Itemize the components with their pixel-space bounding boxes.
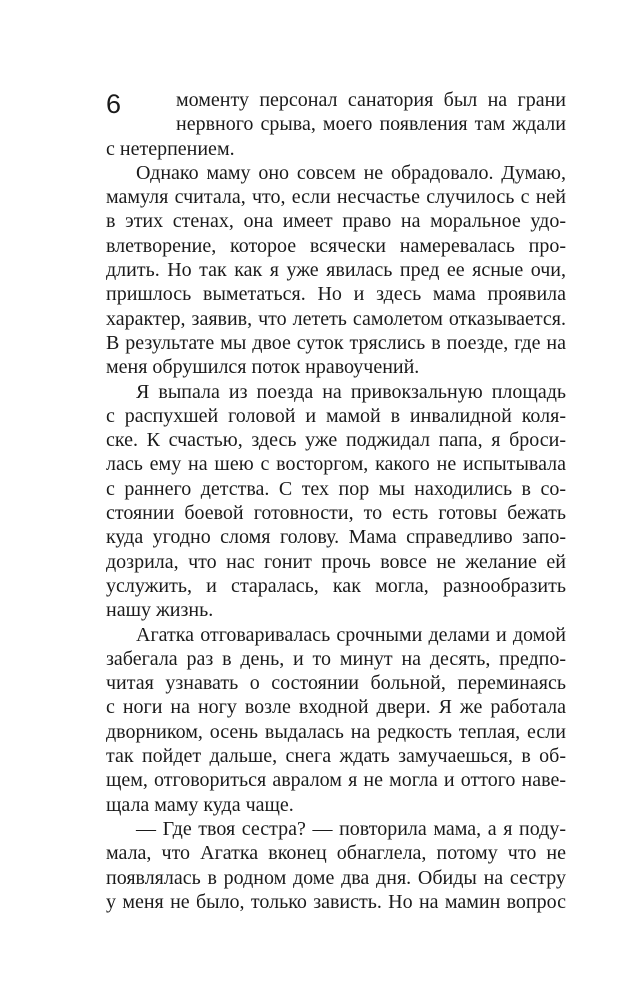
paragraph	[106, 380, 566, 623]
text-line: влетворение, которое всячески намеревалась про-	[106, 234, 566, 257]
text-line: с раннего детства. С тех пор мы находились в со-	[106, 477, 566, 500]
page-number: 6	[106, 89, 122, 119]
paragraph	[106, 623, 566, 817]
text-line: мамуля считала, что, если несчастье случилось с ней	[106, 186, 566, 209]
text-line: щем, отговориться авралом я не могла и оттого наве-	[106, 769, 566, 792]
text-line: с нетерпением.	[106, 137, 235, 160]
text-line: дворником, осень выдалась на редкость теплая, если	[106, 720, 566, 743]
text-line: моменту персонал санатория был на грани	[176, 89, 566, 111]
text-line: ске. К счастью, здесь уже поджидал папа, я броси-	[106, 429, 566, 452]
text-line: так пойдет дальше, снега ждать замучаешься, в об-	[106, 745, 566, 768]
text-line: стоянии боевой готовности, то есть готовы бежать	[106, 502, 566, 525]
text-line: с распухшей головой и мамой в инвалидной коля-	[106, 404, 566, 427]
text-line: длить. Но так как я уже явилась пред ее ясные очи,	[106, 259, 566, 282]
text-line: характер, заявив, что лететь самолетом отказывается.	[106, 307, 566, 330]
text-line: щала маму куда чаще.	[106, 793, 294, 816]
text-line: в этих стенах, она имеет право на моральное удо-	[106, 210, 566, 233]
text-line: у меня не было, только зависть. Но на мамин вопрос	[106, 890, 566, 913]
text-line: куда угодно сломя голову. Мама справедливо запо-	[106, 526, 566, 549]
text-line: Я выпала из поезда на привокзальную площадь	[136, 380, 566, 403]
body-text	[106, 88, 566, 914]
text-line: мала, что Агатка вконец обнаглела, потому что не	[106, 842, 566, 865]
text-line: В результате мы двое суток тряслись в поезде, где на	[106, 331, 566, 354]
text-line: услужить, и старалась, как могла, разнообразить	[106, 574, 566, 597]
text-line: забегала раз в день, и то минут на десять, предпо-	[106, 647, 566, 670]
text-line: меня обрушился поток нравоучений.	[106, 356, 420, 379]
text-line: дозрила, что нас гонит прочь вовсе не желание ей	[106, 550, 566, 573]
text-line: Однако маму оно совсем не обрадовало. Думаю,	[136, 161, 566, 184]
paragraph	[106, 817, 566, 914]
text-line: нашу жизнь.	[106, 599, 214, 622]
text-line: лась ему на шею с восторгом, какого не испытывала	[106, 453, 566, 476]
text-line: читая узнавать о состоянии больной, переминаясь	[106, 672, 566, 695]
text-line: пришлось выметаться. Но и здесь мама проявила	[106, 283, 566, 306]
text-line: появлялась в родном доме два дня. Обиды на сестру	[106, 866, 566, 889]
text-line: нервного срыва, моего появления там ждали	[176, 113, 566, 136]
paragraph	[106, 88, 566, 161]
paragraph	[106, 161, 566, 380]
text-line: Агатка отговаривалась срочными делами и домой	[136, 623, 566, 646]
text-line: — Где твоя сестра? — повторила мама, а я поду-	[136, 817, 566, 840]
text-line: с ноги на ногу возле входной двери. Я же работала	[106, 696, 566, 719]
